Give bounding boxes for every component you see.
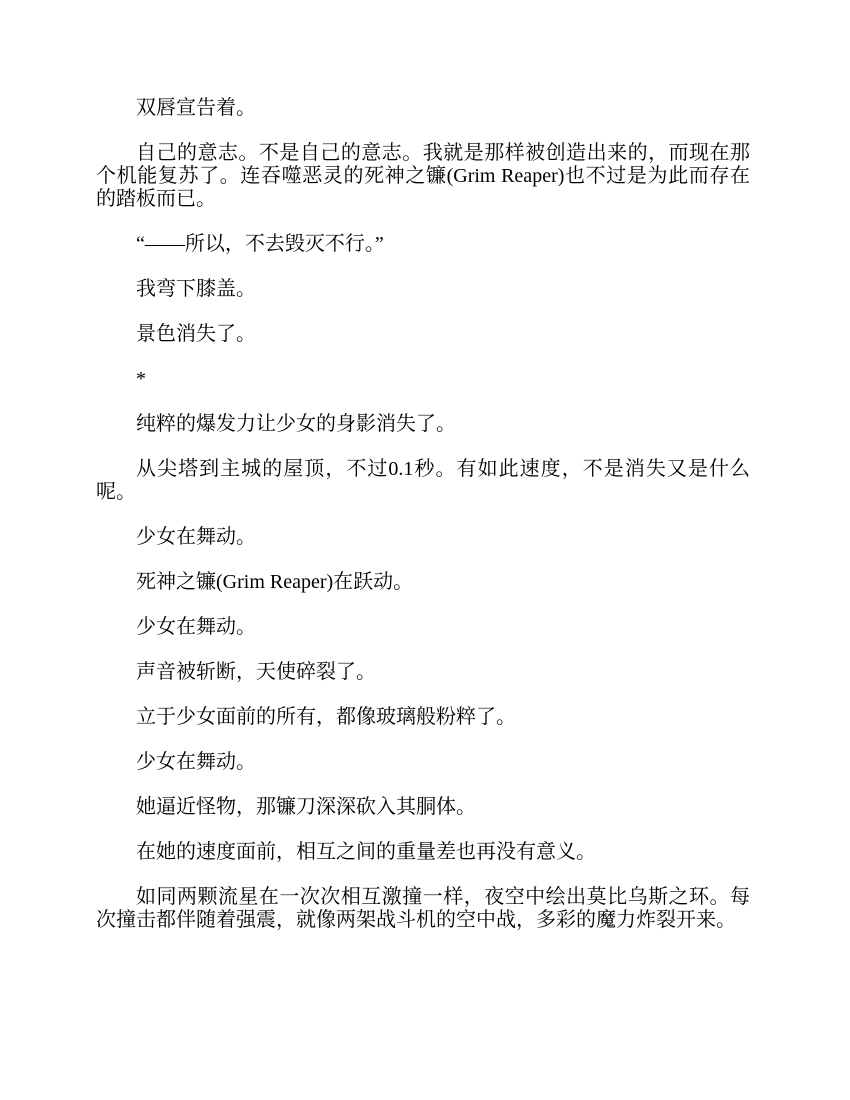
document-body <box>96 97 750 954</box>
paragraph-10: 死神之镰(Grim Reaper)在跃动。 <box>136 571 414 593</box>
paragraph-8: 从尖塔到主城的屋顶，不过0.1秒。有如此速度，不是消失又是什么呢。 <box>96 458 750 503</box>
paragraph-5: 景色消失了。 <box>136 323 256 345</box>
paragraph-17: 如同两颗流星在一次次相互激撞一样，夜空中绘出莫比乌斯之环。每次撞击都伴随着强震，就像两架战斗机的空中战，多彩的魔力炸裂开来。 <box>96 886 750 931</box>
paragraph-12: 声音被斩断，天使碎裂了。 <box>136 661 376 683</box>
paragraph-4: 我弯下膝盖。 <box>136 278 256 300</box>
paragraph-9: 少女在舞动。 <box>136 526 256 548</box>
paragraph-16: 在她的速度面前，相互之间的重量差也再没有意义。 <box>136 841 596 863</box>
paragraph-14: 少女在舞动。 <box>136 751 256 773</box>
paragraph-2: 自己的意志。不是自己的意志。我就是那样被创造出来的，而现在那个机能复苏了。连吞噬恶灵的死神之镰(Grim Reaper)也不过是为此而存在的踏板而已。 <box>96 142 750 210</box>
paragraph-15: 她逼近怪物，那镰刀深深砍入其胴体。 <box>136 796 476 818</box>
paragraph-1: 双唇宣告着。 <box>136 97 256 119</box>
paragraph-11: 少女在舞动。 <box>136 616 256 638</box>
paragraph-6-scene-break: * <box>136 368 146 390</box>
paragraph-7: 纯粹的爆发力让少女的身影消失了。 <box>136 413 456 435</box>
paragraph-3: “——所以，不去毁灭不行。” <box>136 233 384 255</box>
paragraph-13: 立于少女面前的所有，都像玻璃般粉粹了。 <box>136 706 516 728</box>
